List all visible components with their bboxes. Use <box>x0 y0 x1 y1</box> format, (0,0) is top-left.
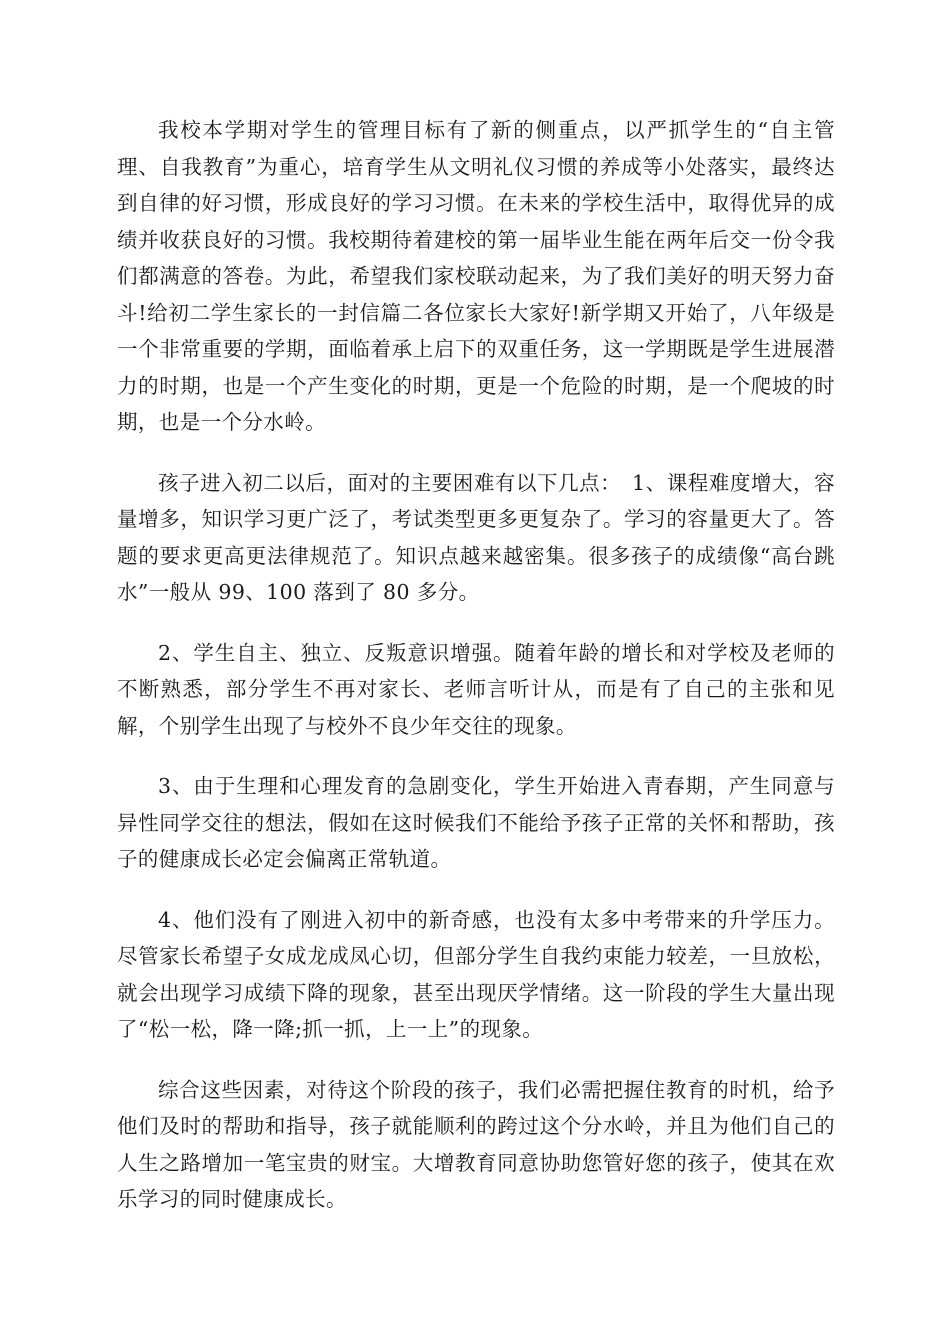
document-body <box>117 112 835 1218</box>
paragraph-point-4: 4、他们没有了刚进入初中的新奇感，也没有太多中考带来的升学压力。尽管家长希望子女成龙成凤心切，但部分学生自我约束能力较差，一旦放松，就会出现学习成绩下降的现象，甚至出现厌学情绪。这一阶段的学生大量出现了“松一松，降一降;抓一抓，上一上”的现象。 <box>117 907 835 1041</box>
paragraph-point-3: 3、由于生理和心理发育的急剧变化，学生开始进入青春期，产生同意与异性同学交往的想法，假如在这时候我们不能给予孩子正常的关怀和帮助，孩子的健康成长必定会偏离正常轨道。 <box>117 774 835 871</box>
paragraph-main-difficulties: 孩子进入初二以后，面对的主要困难有以下几点： 1、课程难度增大，容量增多，知识学习更广泛了，考试类型更多更复杂了。学习的容量更大了。答题的要求更高更法律规范了。知识点越来越密集。很多孩子的成绩像“高台跳水”一般从 99、100 落到了 80 多分。 <box>117 470 835 604</box>
paragraph-management-goals: 我校本学期对学生的管理目标有了新的侧重点，以严抓学生的“自主管理、自我教育”为重心，培育学生从文明礼仪习惯的养成等小处落实，最终达到自律的好习惯，形成良好的学习习惯。在未来的学校生活中，取得优异的成绩并收获良好的习惯。我校期待着建校的第一届毕业生能在两年后交一份令我们都满意的答卷。为此，希望我们家校联动起来，为了我们美好的明天努力奋斗!给初二学生家长的一封信篇二各位家长大家好!新学期又开始了，八年级是一个非常重要的学期，面临着承上启下的双重任务，这一学期既是学生进展潜力的时期，也是一个产生变化的时期，更是一个危险的时期，是一个爬坡的时期，也是一个分水岭。 <box>117 118 835 434</box>
paragraph-conclusion: 综合这些因素，对待这个阶段的孩子，我们必需把握住教育的时机，给予他们及时的帮助和指导，孩子就能顺利的跨过这个分水岭，并且为他们自己的人生之路增加一笔宝贵的财宝。大增教育同意协助您管好您的孩子，使其在欢乐学习的同时健康成长。 <box>117 1077 835 1211</box>
paragraph-point-2: 2、学生自主、独立、反叛意识增强。随着年龄的增长和对学校及老师的不断熟悉，部分学生不再对家长、老师言听计从，而是有了自己的主张和见解，个别学生出现了与校外不良少年交往的现象。 <box>117 640 835 738</box>
